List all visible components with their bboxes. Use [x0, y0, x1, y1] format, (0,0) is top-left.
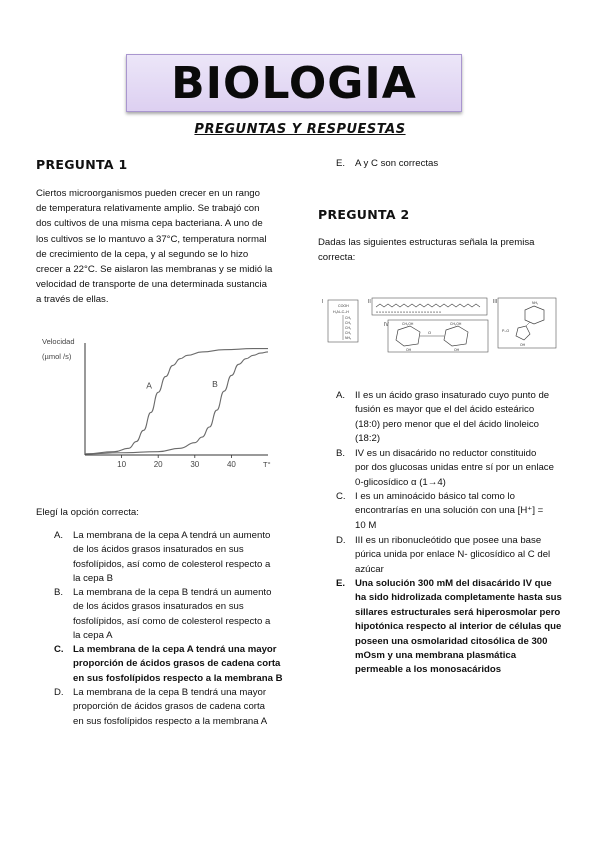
- q1-option-d: [54, 686, 294, 730]
- option-line: 0-glicosídico α (1→4): [355, 476, 446, 488]
- option-line: fusión es mayor que el del ácido esteárico: [355, 404, 535, 416]
- structure-label: IV: [384, 322, 389, 328]
- option-letter: B.: [54, 587, 64, 598]
- q1-stem-line: de temperatura relativamente amplio. Se trabajó con: [36, 203, 260, 215]
- svg-text:H₃N–C–H: H₃N–C–H: [333, 310, 349, 314]
- q2-option-e-correct: [336, 577, 568, 679]
- chart-x-tick-label: 30: [190, 460, 200, 469]
- option-line: (18:0) pero menor que el del ácido linoleico: [355, 418, 539, 430]
- q1-stem-line: de crecimiento de la cepa, y al segundo se lo hizo: [36, 248, 249, 260]
- option-letter: D.: [54, 687, 64, 698]
- option-line: la cepa A: [73, 630, 113, 642]
- structure-i-amino-acid: [322, 299, 358, 342]
- option-line: la cepa B: [73, 573, 114, 585]
- structure-label: III: [493, 299, 498, 305]
- option-line: fosfolípidos, así como de colesterol respecto a: [73, 558, 271, 570]
- chart-x-tick-label: 10: [117, 460, 127, 469]
- option-line: La membrana de la cepa A tendrá una mayor: [73, 644, 277, 655]
- q2-stem: [318, 235, 568, 265]
- svg-text:NH₂: NH₂: [532, 301, 539, 305]
- structure-label: I: [322, 299, 324, 305]
- option-line: en sus fosfolípidos respecto a la membrana B: [73, 672, 283, 684]
- option-line: I es un aminoácido básico tal como lo: [355, 491, 515, 502]
- q1-stem-line: crecer a 22°C. Se aislaron las membranas y se midió la: [36, 264, 273, 276]
- q1-stem-line: Ciertos microorganismos pueden crecer en un rango: [36, 188, 260, 199]
- option-line: II es un ácido graso insaturado cuyo punto de: [355, 390, 550, 401]
- q1-prompt: Elegí la opción correcta:: [36, 507, 139, 518]
- option-line: La membrana de la cepa B tendrá un aumento: [73, 587, 272, 598]
- q1-stem-line: dos cultivos de una misma cepa bacteriana. A uno de: [36, 218, 263, 230]
- svg-text:CH₂: CH₂: [345, 321, 352, 325]
- chart-series-b-line: [85, 352, 268, 454]
- structure-ii-fatty-acid: [368, 298, 487, 315]
- option-line: púrica unida por enlace N- glicosídico al C del: [355, 549, 551, 561]
- chart-series-label: A: [146, 380, 152, 391]
- option-line: por dos glucosas unidas entre sí por un enlace: [355, 462, 554, 474]
- structure-iii-nucleotide: [493, 298, 556, 348]
- svg-text:CH₂OH: CH₂OH: [402, 322, 414, 326]
- option-line: (18:2): [355, 433, 381, 445]
- option-letter: E.: [336, 158, 346, 169]
- chart-xlabel: T°: [263, 460, 271, 469]
- svg-text:OH: OH: [406, 348, 412, 352]
- option-letter: C.: [336, 491, 346, 502]
- chart-yunit: (µmol /s): [42, 352, 72, 361]
- chart-x-tick-label: 20: [153, 460, 163, 469]
- chart-series-a-line: [85, 349, 268, 454]
- q1-option-a: [54, 529, 294, 587]
- option-letter: C.: [54, 644, 64, 655]
- option-line: azúcar: [355, 563, 384, 575]
- option-letter: D.: [336, 535, 346, 546]
- option-line: hipotónica respecto al interior de células que: [355, 621, 562, 633]
- option-letter: B.: [336, 448, 346, 459]
- option-line: fosfolípidos, así como de colesterol respecto a: [73, 615, 271, 627]
- svg-text:COOH: COOH: [338, 304, 349, 308]
- option-line: encontrarías en una solución con una [H⁺] =: [355, 505, 544, 517]
- option-line: proporción de ácidos grasos de cadena corta: [73, 701, 265, 713]
- document-title: BIOLOGIA: [171, 57, 417, 109]
- q2-stem-line: Dadas las siguientes estructuras señala la premisa: [318, 237, 535, 248]
- q1-stem-line: los cultivos se lo mantuvo a 37°C, temperatura normal: [36, 233, 267, 245]
- q2-option-c: [336, 490, 568, 534]
- option-line: de los ácidos grasos insaturados en sus: [73, 544, 244, 556]
- q2-stem-line: correcta:: [318, 252, 356, 264]
- structure-iv-disaccharide: [384, 320, 488, 352]
- document-subtitle: PREGUNTAS Y RESPUESTAS: [194, 122, 406, 137]
- svg-text:O: O: [428, 330, 432, 335]
- svg-text:OH: OH: [520, 343, 526, 347]
- option-line: Una solución 300 mM del disacárido IV que: [355, 578, 552, 589]
- molecular-structures-figure: [322, 294, 562, 356]
- svg-text:CH₂: CH₂: [345, 331, 352, 335]
- option-line: ha sido hidrolizada completamente hasta sus: [355, 592, 562, 604]
- q1-stem: [36, 186, 296, 308]
- option-line: sillares estructurales será hiperosmolar pero: [355, 606, 561, 618]
- structure-label: II: [368, 299, 371, 305]
- svg-text:CH₂: CH₂: [345, 316, 352, 320]
- option-letter: A.: [54, 530, 64, 541]
- option-line: poseen una osmolaridad citosólica de 300: [355, 635, 548, 647]
- q2-option-d: [336, 534, 568, 578]
- option-line: IV es un disacárido no reductor constituido: [355, 448, 537, 459]
- option-line: permeable a los monosacáridos: [355, 664, 502, 676]
- q2-option-b: [336, 447, 568, 491]
- option-line: La membrana de la cepa B tendrá una mayor: [73, 687, 267, 698]
- q1-stem-line: velocidad de transporte de una determinada sustancia: [36, 279, 267, 291]
- q2-heading: PREGUNTA 2: [318, 207, 410, 222]
- chart-series-label: B: [212, 379, 218, 390]
- option-line: III es un ribonucleótido que posee una base: [355, 535, 542, 546]
- option-letter: E.: [336, 578, 346, 589]
- q2-option-a: [336, 389, 568, 447]
- svg-text:H H H H H H H H H H H H H H H: H H H H H H H H H H H H H H H H H H H H H H: [376, 310, 442, 314]
- option-line: mOsm y una membrana plasmática: [355, 650, 517, 662]
- q1-option-b: [54, 586, 294, 644]
- q1-heading: PREGUNTA 1: [36, 157, 128, 172]
- option-line: en sus fosfolípidos respecto a la membrana A: [73, 715, 268, 727]
- chart-x-tick-label: 40: [226, 460, 236, 469]
- q1-option-c-correct: [54, 643, 294, 687]
- svg-text:OH: OH: [454, 348, 460, 352]
- title-banner: [126, 54, 462, 112]
- chart-ylabel: Velocidad: [42, 337, 75, 346]
- option-line: La membrana de la cepa A tendrá un aumento: [73, 530, 271, 541]
- option-line: de los ácidos grasos insaturados en sus: [73, 601, 244, 613]
- q1-stem-line: a través de ellas.: [36, 294, 109, 306]
- option-line: 10 M: [355, 519, 377, 531]
- option-letter: A.: [336, 390, 346, 401]
- option-line: proporción de ácidos grasos de cadena corta: [73, 658, 281, 670]
- svg-text:CH₂OH: CH₂OH: [450, 322, 462, 326]
- svg-text:CH₂: CH₂: [345, 326, 352, 330]
- velocity-temperature-chart: [30, 333, 280, 475]
- svg-text:NH₃: NH₃: [345, 336, 352, 340]
- svg-text:P–O: P–O: [502, 329, 510, 333]
- option-line: A y C son correctas: [355, 158, 439, 169]
